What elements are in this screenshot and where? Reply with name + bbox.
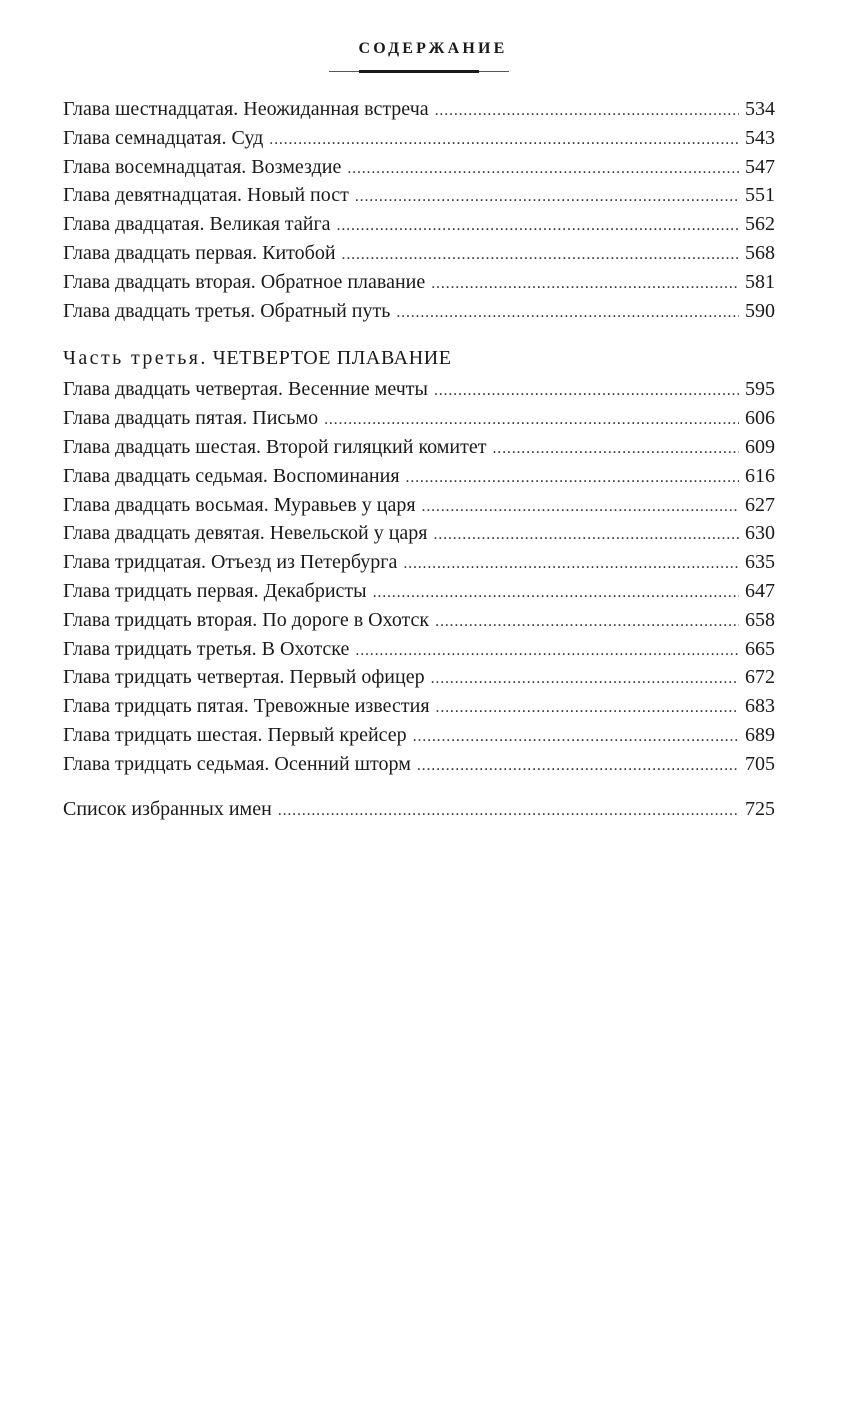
toc-entry-page: 590 [745,299,775,322]
toc-entry[interactable] [63,297,775,326]
toc-entry-label: Глава тридцать пятая. Тревожные известия [63,692,436,721]
toc-entry-page: 568 [745,241,775,264]
toc-dot-leader [493,435,740,462]
section-spacer [63,779,775,795]
toc-entry-label: Глава двадцать вторая. Обратное плавание [63,268,431,297]
toc-entry-page: 665 [745,637,775,660]
toc-dot-leader [396,299,739,326]
toc-entry-page: 725 [745,797,775,820]
toc-dot-leader [269,126,739,153]
toc-entry-label: Глава двадцать третья. Обратный путь [63,297,396,326]
toc-dot-leader [417,752,739,779]
toc-entry-label: Глава тридцать четвертая. Первый офицер [63,663,431,692]
toc-entry-label: Глава двадцать девятая. Невельской у царя [63,519,433,548]
toc-dot-leader [403,550,739,577]
toc-entry[interactable] [63,462,775,491]
toc-dot-leader [337,212,739,239]
toc-dot-leader [355,637,739,664]
toc-dot-leader [431,665,739,692]
toc-entry-page: 581 [745,270,775,293]
toc-entry[interactable] [63,268,775,297]
toc-entry-label: Глава двадцать седьмая. Воспоминания [63,462,406,491]
title-rule-accent [359,70,479,73]
toc-entry-page: 616 [745,464,775,487]
toc-entry-label: Глава двадцать пятая. Письмо [63,404,324,433]
page-header [0,40,866,58]
toc-entry-page: 534 [745,98,775,120]
toc-dot-leader [324,406,739,433]
table-of-contents [63,95,775,823]
toc-section-appendix [63,795,775,824]
toc-entry[interactable] [63,795,775,824]
toc-entry-label: Глава тридцать вторая. По дороге в Охотск [63,606,435,635]
toc-entry[interactable] [63,519,775,548]
toc-entry-label: Глава тридцатая. Отъезд из Петербурга [63,548,403,577]
toc-entry-label: Глава двадцать шестая. Второй гиляцкий комитет [63,433,493,462]
toc-entry-page: 551 [745,184,775,207]
toc-entry[interactable] [63,181,775,210]
toc-entry-page: 672 [745,666,775,689]
part-heading-title: ЧЕТВЕРТОЕ ПЛАВАНИЕ [212,347,452,370]
toc-entry[interactable] [63,692,775,721]
toc-entry[interactable] [63,750,775,779]
toc-entry[interactable] [63,548,775,577]
toc-dot-leader [347,155,739,182]
toc-entry-page: 630 [745,522,775,545]
toc-entry[interactable] [63,95,775,124]
toc-dot-leader [413,723,739,750]
toc-entry[interactable] [63,433,775,462]
toc-entry-page: 658 [745,608,775,631]
toc-entry-page: 635 [745,551,775,574]
toc-dot-leader [406,464,739,491]
part-heading-prefix: Часть третья. [63,347,208,370]
toc-entry-label: Глава тридцать первая. Декабристы [63,577,373,606]
toc-entry-label: Глава двадцать первая. Китобой [63,239,342,268]
toc-section-part-three [63,375,775,778]
toc-entry-label: Глава двадцать четвертая. Весенние мечты [63,375,434,404]
toc-entry-page: 595 [745,378,775,401]
toc-entry-label: Глава тридцать седьмая. Осенний шторм [63,750,417,779]
part-heading[interactable] [63,344,775,372]
toc-entry-page: 705 [745,752,775,775]
toc-entry-label: Глава шестнадцатая. Неожиданная встреча [63,95,435,124]
toc-entry-page: 606 [745,407,775,430]
toc-entry-label: Список избранных имен [63,795,278,824]
toc-entry[interactable] [63,635,775,664]
toc-entry-page: 547 [745,155,775,178]
toc-entry[interactable] [63,124,775,153]
toc-entry-label: Глава восемнадцатая. Возмездие [63,153,347,182]
toc-dot-leader [433,521,739,548]
toc-entry[interactable] [63,404,775,433]
toc-dot-leader [422,493,739,520]
toc-dot-leader [342,241,739,268]
toc-dot-leader [278,797,739,824]
toc-entry-label: Глава двадцать восьмая. Муравьев у царя [63,491,422,520]
toc-entry[interactable] [63,491,775,520]
toc-entry[interactable] [63,210,775,239]
toc-entry-label: Глава семнадцатая. Суд [63,124,269,153]
toc-entry[interactable] [63,721,775,750]
toc-entry[interactable] [63,239,775,268]
toc-entry-label: Глава тридцать третья. В Охотске [63,635,355,664]
toc-entry-page: 543 [745,126,775,149]
toc-entry-page: 562 [745,213,775,236]
toc-entry-page: 689 [745,723,775,746]
toc-entry[interactable] [63,606,775,635]
toc-dot-leader [435,608,739,635]
toc-section-continued [63,95,775,325]
toc-entry-page: 647 [745,579,775,602]
page-title: СОДЕРЖАНИЕ [358,40,508,57]
toc-entry[interactable] [63,577,775,606]
toc-dot-leader [434,377,739,404]
toc-entry-label: Глава девятнадцатая. Новый пост [63,181,355,210]
toc-dot-leader [431,270,739,297]
toc-entry[interactable] [63,663,775,692]
toc-entry-page: 683 [745,695,775,718]
toc-dot-leader [435,97,739,124]
toc-dot-leader [436,694,739,721]
toc-entry-label: Глава тридцать шестая. Первый крейсер [63,721,413,750]
toc-entry-page: 609 [745,435,775,458]
toc-dot-leader [373,579,739,606]
toc-entry-label: Глава двадцатая. Великая тайга [63,210,337,239]
toc-entry[interactable] [63,153,775,182]
toc-dot-leader [355,183,739,210]
toc-entry[interactable] [63,375,775,404]
toc-entry-page: 627 [745,493,775,516]
